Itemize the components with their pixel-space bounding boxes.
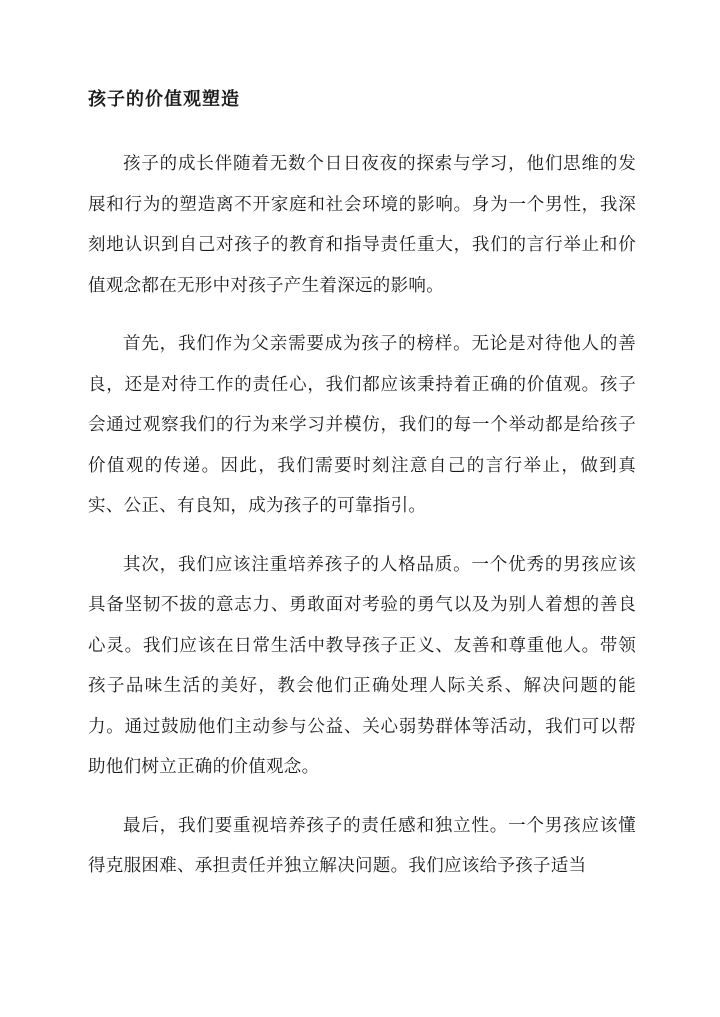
paragraph-4: 最后，我们要重视培养孩子的责任感和独立性。一个男孩应该懂得克服困难、承担责任并独立解决问题。我们应该给予孩子适当 — [88, 815, 636, 876]
paragraph-2: 首先，我们作为父亲需要成为孩子的榜样。无论是对待他人的善良，还是对待工作的责任心，我们都应该秉持着正确的价值观。孩子会通过观察我们的行为来学习并模仿，我们的每一个举动都是给孩子价值观的传递。因此，我们需要时刻注意自己的言行举止，做到真实、公正、有良知，成为孩子的可靠指引。 — [88, 334, 636, 516]
document-page — [88, 86, 636, 905]
paragraph-1: 孩子的成长伴随着无数个日日夜夜的探索与学习，他们思维的发展和行为的塑造离不开家庭和社会环境的影响。身为一个男性，我深刻地认识到自己对孩子的教育和指导责任重大，我们的言行举止和价值观念都在无形中对孩子产生着深远的影响。 — [88, 154, 636, 296]
paragraph-3: 其次，我们应该注重培养孩子的人格品质。一个优秀的男孩应该具备坚韧不拔的意志力、勇敢面对考验的勇气以及为别人着想的善良心灵。我们应该在日常生活中教导孩子正义、友善和尊重他人。带领孩子品味生活的美好，教会他们正确处理人际关系、解决问题的能力。通过鼓励他们主动参与公益、关心弱势群体等活动，我们可以帮助他们树立正确的价值观念。 — [88, 554, 636, 777]
document-title: 孩子的价值观塑造 — [88, 89, 240, 110]
